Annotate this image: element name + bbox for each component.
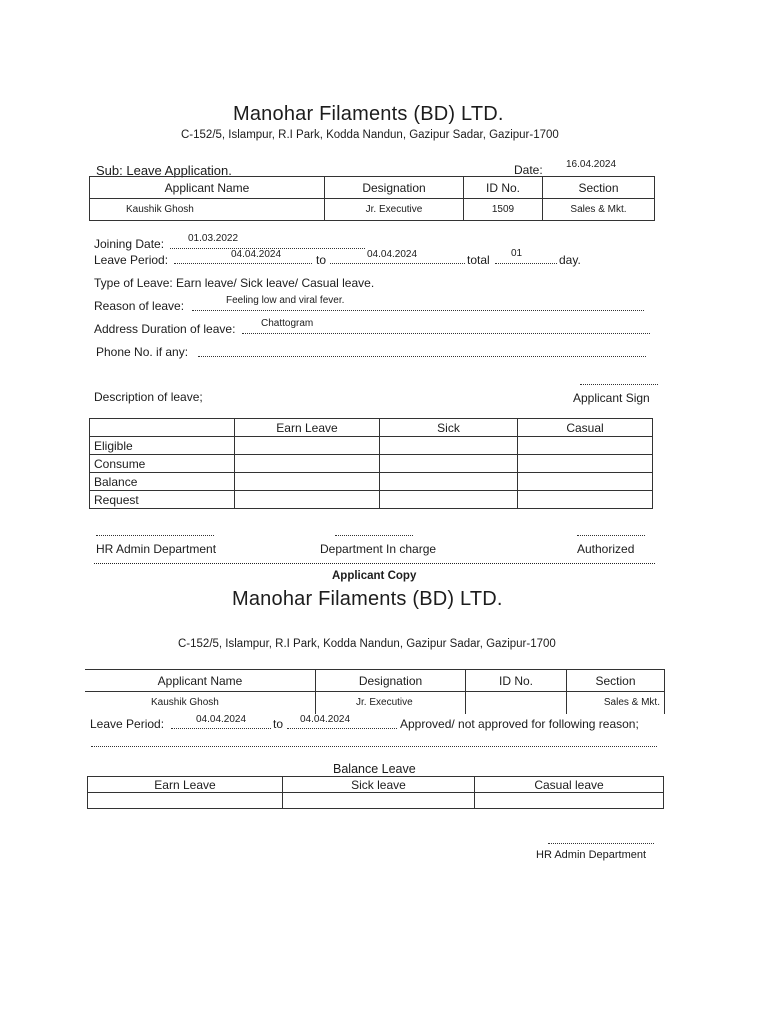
total-dots xyxy=(495,263,557,264)
cell-id: 1509 xyxy=(464,199,543,221)
col-sick: Sick xyxy=(380,419,518,437)
period-label: Leave Period: xyxy=(94,253,169,267)
copy-period-label: Leave Period: xyxy=(90,717,165,731)
dept-sign-dots xyxy=(335,535,413,536)
balance-leave-table xyxy=(87,776,664,809)
total-value: 01 xyxy=(511,248,523,259)
address-dots xyxy=(242,333,650,334)
leave-description-table xyxy=(89,418,653,509)
joining-value: 01.03.2022 xyxy=(188,233,239,244)
address-label: Address Duration of leave: xyxy=(94,322,236,336)
cut-line xyxy=(94,563,655,564)
period-to: 04.04.2024 xyxy=(367,249,418,260)
copy-period-to: 04.04.2024 xyxy=(300,714,351,725)
company-title: Manohar Filaments (BD) LTD. xyxy=(233,103,504,125)
reason-value: Feeling low and viral fever. xyxy=(226,295,345,306)
subject-line: Sub: Leave Application. xyxy=(96,163,232,178)
copy-company-title: Manohar Filaments (BD) LTD. xyxy=(232,588,503,610)
period-from: 04.04.2024 xyxy=(231,249,282,260)
joining-label: Joining Date: xyxy=(94,237,165,251)
copy-hr-admin-label: HR Admin Department xyxy=(536,849,647,861)
company-address: C-152/5, Islampur, R.I Park, Kodda Nandun, Gazipur Sadar, Gazipur-1700 xyxy=(181,129,559,141)
row-balance: Balance xyxy=(90,473,235,491)
approved-text: Approved/ not approved for following reason; xyxy=(400,717,639,731)
description-label: Description of leave; xyxy=(94,390,203,404)
hr-sign-dots xyxy=(96,535,214,536)
header-id: ID No. xyxy=(464,177,543,199)
period-from-dots xyxy=(174,263,312,264)
header-section: Section xyxy=(543,177,655,199)
copy-period-from: 04.04.2024 xyxy=(196,714,247,725)
phone-label: Phone No. if any: xyxy=(96,345,189,359)
cell-applicant-name: Kaushik Ghosh xyxy=(90,199,325,221)
cell-section: Sales & Mkt. xyxy=(543,199,655,221)
row-request: Request xyxy=(90,491,235,509)
dept-incharge-label: Department In charge xyxy=(320,542,437,556)
balance-col-sick: Sick leave xyxy=(283,777,475,793)
reason-dots xyxy=(192,310,644,311)
copy-period-to-dots xyxy=(287,728,397,729)
col-casual: Casual xyxy=(518,419,653,437)
copy-cell-section: Sales & Mkt. xyxy=(567,692,665,714)
col-earn-leave: Earn Leave xyxy=(235,419,380,437)
row-eligible: Eligible xyxy=(90,437,235,455)
copy-cell-applicant-name: Kaushik Ghosh xyxy=(85,692,316,714)
applicant-table xyxy=(89,176,655,221)
row-consume: Consume xyxy=(90,455,235,473)
copy-applicant-table xyxy=(85,669,665,714)
copy-header-applicant-name: Applicant Name xyxy=(85,670,316,692)
copy-hr-sign-dots xyxy=(548,843,654,844)
balance-col-earn: Earn Leave xyxy=(88,777,283,793)
to-label: to xyxy=(316,253,327,267)
sign-dots xyxy=(580,384,658,385)
reason-label: Reason of leave: xyxy=(94,299,185,313)
copy-reason-dots xyxy=(91,746,657,747)
date-label: Date: xyxy=(514,163,543,177)
address-value: Chattogram xyxy=(261,318,314,329)
balance-col-casual: Casual leave xyxy=(475,777,664,793)
total-label: total xyxy=(467,253,490,267)
applicant-sign-label: Applicant Sign xyxy=(573,391,650,405)
copy-period-from-dots xyxy=(171,728,271,729)
day-label: day. xyxy=(559,253,581,267)
copy-label: Applicant Copy xyxy=(332,570,417,582)
date-value: 16.04.2024 xyxy=(566,159,617,170)
copy-header-section: Section xyxy=(567,670,665,692)
header-applicant-name: Applicant Name xyxy=(90,177,325,199)
copy-cell-designation: Jr. Executive xyxy=(316,692,466,714)
authorized-label: Authorized xyxy=(577,542,635,556)
copy-header-designation: Designation xyxy=(316,670,466,692)
type-of-leave: Type of Leave: Earn leave/ Sick leave/ Casual leave. xyxy=(94,276,375,290)
phone-dots xyxy=(198,356,646,357)
hr-admin-label: HR Admin Department xyxy=(96,542,217,556)
copy-to-label: to xyxy=(273,717,284,731)
copy-company-address: C-152/5, Islampur, R.I Park, Kodda Nandun, Gazipur Sadar, Gazipur-1700 xyxy=(178,638,556,650)
header-designation: Designation xyxy=(325,177,464,199)
auth-sign-dots xyxy=(577,535,645,536)
copy-header-id: ID No. xyxy=(466,670,567,692)
balance-leave-title: Balance Leave xyxy=(333,762,416,776)
period-to-dots xyxy=(330,263,465,264)
cell-designation: Jr. Executive xyxy=(325,199,464,221)
